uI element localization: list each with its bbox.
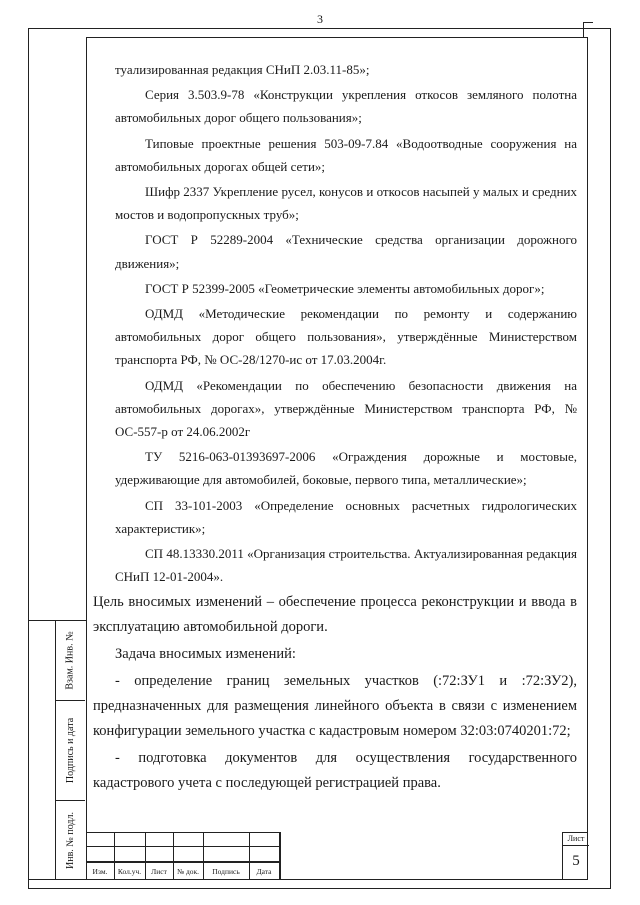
paragraph: Серия 3.503.9-78 «Конструкции укрепления откосов земляного полотна автомобильных дорог общего пользования»; <box>115 87 577 126</box>
margin-cell-podpis <box>56 701 85 801</box>
stamp-column-label: Дата <box>256 867 272 876</box>
page-top-number: 3 <box>317 12 323 26</box>
paragraph: Шифр 2337 Укрепление русел, конусов и откосов насыпей у малых и средних мостов и водопропускных труб»; <box>115 184 577 223</box>
title-block <box>86 832 588 880</box>
paragraph: ГОСТ Р 52399-2005 «Геометрические элементы автомобильных дорог»; <box>145 280 545 296</box>
paragraph: Типовые проектные решения 503-09-7.84 «Водоотводные сооружения на автомобильных дорогах общей сети»; <box>115 135 577 174</box>
document-body <box>93 58 577 796</box>
stamp-column-label: Подпись <box>212 867 240 876</box>
paragraph: ГОСТ Р 52289-2004 «Технические средства организации дорожного движения»; <box>115 232 577 271</box>
margin-cell-inv-podl <box>56 801 85 879</box>
frame-corner <box>583 22 593 37</box>
stamp-column-label: Изм. <box>92 867 108 876</box>
paragraph: Цель вносимых изменений – обеспечение процесса реконструкции и ввода в эксплуатацию автомобильной дороги. <box>93 594 577 636</box>
outer-top-line <box>28 28 610 29</box>
paragraph: - подготовка документов для осуществления государственного кадастрового учета с последующей регистрацией права. <box>93 750 577 792</box>
paragraph: СП 48.13330.2011 «Организация строительства. Актуализированная редакция СНиП 12-01-2004». <box>115 546 577 585</box>
paragraph: СП 33-101-2003 «Определение основных расчетных гидрологических характеристик»; <box>115 497 577 536</box>
paragraph: - определение границ земельных участков (:72:ЗУ1 и :72:ЗУ2), предназначенных для размещения линейного объекта в связи с изменением конфигурации земельного участка с кадастровым номером 32:03:0740201:72; <box>93 673 577 740</box>
margin-strip <box>55 620 86 880</box>
paragraph: ОДМД «Рекомендации по обеспечению безопасности движения на автомобильных дорогах», утверждённые Министерством транспорта РФ, № ОС-557-р от 24.06.2002г <box>115 377 577 440</box>
margin-label-inv-podl: Инв. № подл. <box>65 811 77 869</box>
paragraph: ОДМД «Методические рекомендации по ремонту и содержанию автомобильных дорог общего пользования», утверждённые Министерством транспорта РФ, № ОС-28/1270-ис от 17.03.2004г. <box>115 306 577 368</box>
stamp-column-label: № док. <box>176 867 200 876</box>
outer-bottom-line <box>28 888 611 889</box>
margin-label-vzam-inv: Взам. Инв. № <box>65 631 77 690</box>
paragraph: Задача вносимых изменений: <box>115 646 296 663</box>
paragraph: ТУ 5216-063-01393697-2006 «Ограждения дорожные и мостовые, удерживающие для автомобилей, боковые, первого типа, металлические»; <box>115 449 577 488</box>
sheet-label: Лист <box>567 834 585 843</box>
margin-cell-vzam <box>56 621 85 701</box>
sheet-number: 5 <box>572 853 580 869</box>
stamp-column-label: Кол.уч. <box>117 867 142 876</box>
stamp-column-label: Лист <box>151 867 167 876</box>
outer-right-line <box>610 28 611 888</box>
stamp-divider <box>279 832 281 880</box>
sheet-box-line <box>563 845 589 846</box>
paragraph: туализированная редакция СНиП 2.03.11-85»; <box>115 62 370 77</box>
margin-label-podpis-data: Подпись и дата <box>65 717 76 784</box>
margin-strip-outer <box>28 620 55 880</box>
sheet-box <box>562 832 588 880</box>
